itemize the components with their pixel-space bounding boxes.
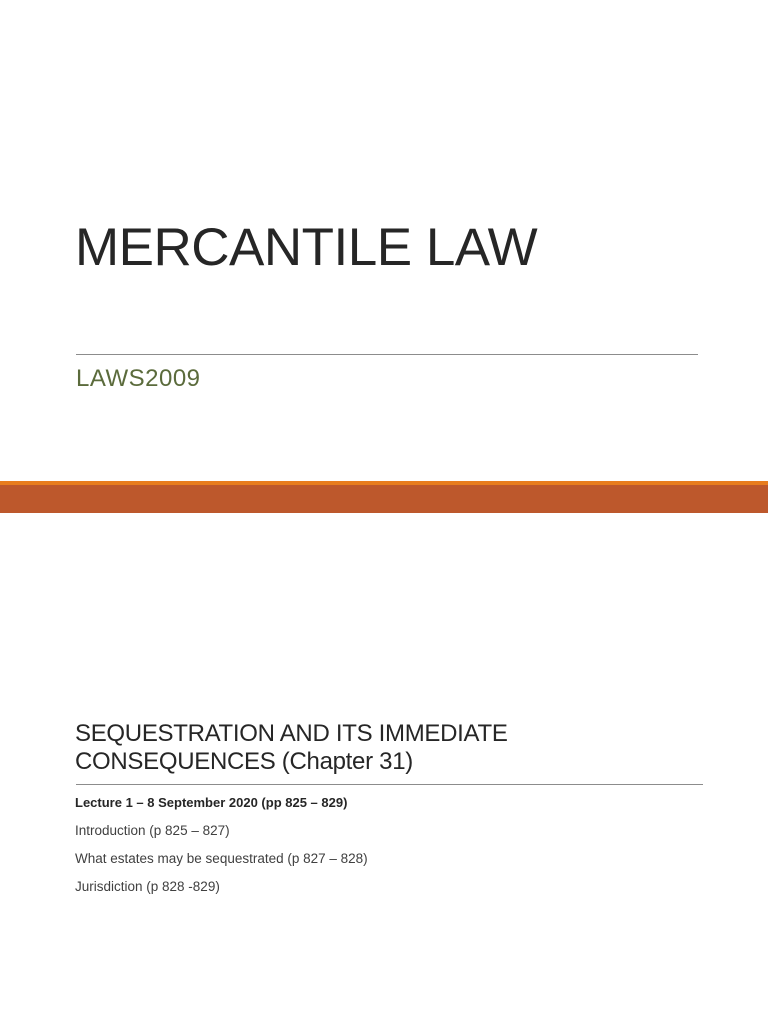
heading-divider-line <box>76 784 703 785</box>
list-item-estates: What estates may be sequestrated (p 827 – 828) <box>75 851 368 866</box>
content-list <box>75 794 368 906</box>
slide-subtitle: LAWS2009 <box>76 365 201 392</box>
list-item-introduction: Introduction (p 825 – 827) <box>75 823 230 838</box>
title-divider-line <box>76 354 698 355</box>
slide-title: MERCANTILE LAW <box>75 218 538 277</box>
slide-separator-band <box>0 481 768 513</box>
lecture-line: Lecture 1 – 8 September 2020 (pp 825 – 829) <box>75 795 348 810</box>
content-heading: SEQUESTRATION AND ITS IMMEDIATE CONSEQUENCES (Chapter 31) <box>75 720 508 775</box>
content-slide <box>0 513 768 1024</box>
list-item-jurisdiction: Jurisdiction (p 828 -829) <box>75 879 220 894</box>
title-slide <box>0 0 768 481</box>
